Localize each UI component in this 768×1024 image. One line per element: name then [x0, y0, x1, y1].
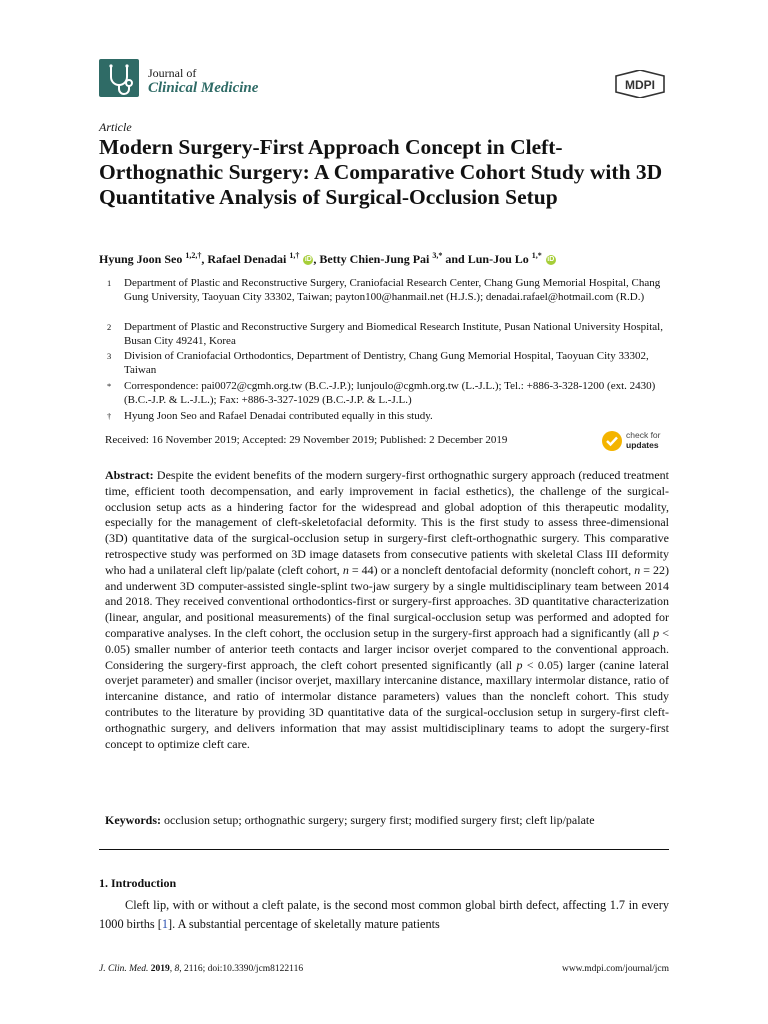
keywords-label: Keywords: [105, 813, 161, 827]
article-type: Article [99, 120, 132, 134]
author-affiliation-marks: 1,* [531, 251, 542, 260]
affiliation-text: Division of Craniofacial Orthodontics, Department of Dentistry, Chang Gung Memorial Hospital, Taoyuan City 33302, Taiwan [124, 350, 649, 377]
abstract-label: Abstract: [105, 468, 154, 482]
affiliation-mark: † [107, 411, 112, 421]
author-list: Hyung Joon Seo $^{1,2,\dagger}$, Rafael Denadai $^{1,\dagger}$ iD , Betty Chien-Jung Pai $^{3,*}$ and Lun-Jou Lo $^{1,*}$ iD [99, 251, 555, 266]
keywords: Keywords: occlusion setup; orthognathic surgery; surgery first; modified surgery first; cleft lip/palate [105, 813, 595, 827]
correspondence-text: Correspondence: pai0072@cgmh.org.tw (B.C.-J.P.); lunjoulo@cgmh.org.tw (L.-J.L.); Tel.: +886-3-328-1200 (ext. 2430) (B.C.-J.P. & L.-J.L.); Fax: +886-3-327-1029 (B.C.-J.P. & L.-J.L.) [124, 380, 656, 407]
section-heading: 1. Introduction [99, 876, 177, 890]
footer-citation: J. Clin. Med. 2019, 8, 2116; doi:10.3390/jcm8122116 [99, 964, 304, 974]
affiliation-mark: * [107, 381, 112, 391]
mdpi-logo-text: MDPI [625, 78, 655, 92]
orcid-icon[interactable]: iD [547, 256, 555, 264]
article-title: Modern Surgery-First Approach Concept in Cleft-Orthognathic Surgery: A Comparative Cohort Study with 3D Quantitative Analysis of Surgical-Occlusion Setup [99, 135, 663, 209]
journal-of-label: Journal of [148, 66, 197, 80]
author-name: Lun-Jou Lo [467, 252, 529, 266]
author-name: Rafael Denadai [207, 252, 287, 266]
check-for-updates-label[interactable]: check for updates [626, 430, 661, 450]
abstract: Abstract: Despite the evident benefits of the modern surgery-first orthognathic surgery approach (reduced treatment time, efficient tooth decompensation, and early improvement in facial esthetics), the challenge of the surgical-occlusion setup acts as a hindering factor for the widespread and global adoption of this therapeutic modality, especially for the management of cleft-skeletofacial deformity. This is the first study to assess three-dimensional (3D) quantitative data of the surgical-occlusion setup in surgery-first cleft-orthognathic surgery. This comparative retrospective study was performed on 3D image datasets from consecutive patients with skeletal Class III deformity who had a unilateral cleft lip/palate (cleft cohort, n = 44) or a noncleft dentofacial deformity (noncleft cohort, n = 22) and underwent 3D computer-assisted single-splint two-jaw surgery by a single multidisciplinary team between 2014 and 2018. They received conventional orthodontics-first or surgery-first approaches. 3D quantitative characterization (linear, angular, and positional measurements) of the final surgical-occlusion setup was performed and adopted for comparative analyses. In the cleft cohort, the occlusion setup in the surgery-first approach had a significantly (all p < 0.05) smaller number of anterior teeth contacts and larger incisor overjet compared to the conventional approach. Considering the surgery-first approach, the cleft cohort presented significantly (all p < 0.05) larger (canine lateral overjet parameter) and smaller (incisor overjet, maxillary intercanine distance, maxillary intermolar distance, ratio of intercanine distance, and ratio of intermolar distance parameters) values than the noncleft cohort. This study contributes to the literature by providing 3D quantitative data of the surgical-occlusion setup in surgery-first cleft-orthognathic surgery, and delivers information that may assist multidisciplinary teams to adopt the surgery-first concept to optimize cleft care. [105, 468, 670, 751]
stethoscope-icon [99, 59, 139, 97]
author-name: Betty Chien-Jung Pai [319, 252, 430, 266]
affiliation-text: Department of Plastic and Reconstructive Surgery and Biomedical Research Institute, Pusan National University Hospital, Busan City 49241, Korea [124, 321, 663, 348]
affiliation-mark: 3 [107, 351, 112, 361]
check-for-updates-icon[interactable] [601, 430, 623, 457]
author-name: Hyung Joon Seo [99, 252, 183, 266]
orcid-icon[interactable]: iD [304, 256, 312, 264]
author-affiliation-marks: 3,* [432, 251, 443, 260]
mdpi-logo [612, 70, 668, 98]
affiliation-text: Department of Plastic and Reconstructive Surgery, Craniofacial Research Center, Chang Gung Memorial Hospital, Chang Gung University, Taoyuan City 33302, Taiwan; payton100@hanmail.net (H.J.S.); denadai.rafael@hotmail.com (R.D.) [124, 277, 661, 304]
citation-link[interactable]: 1 [161, 917, 169, 931]
affiliation-mark: 2 [107, 322, 112, 332]
publication-dates: Received: 16 November 2019; Accepted: 29 November 2019; Published: 2 December 2019 [105, 434, 508, 446]
introduction-paragraph: Cleft lip, with or without a cleft palate, is the second most common global birth defect, affecting 1.7 in every 1000 births [1]. A substantial percentage of skeletally mature patients [99, 898, 669, 931]
affiliation-mark: 1 [107, 278, 112, 288]
equal-contribution-note: Hyung Joon Seo and Rafael Denadai contributed equally in this study. [124, 410, 433, 422]
section-divider [99, 849, 669, 850]
journal-name: Clinical Medicine [148, 80, 259, 96]
footer-journal-url[interactable]: www.mdpi.com/journal/jcm [561, 964, 669, 974]
journal-logo [99, 59, 139, 97]
author-affiliation-marks: 1,2,† [185, 251, 202, 260]
author-affiliation-marks: 1,† [289, 251, 300, 260]
